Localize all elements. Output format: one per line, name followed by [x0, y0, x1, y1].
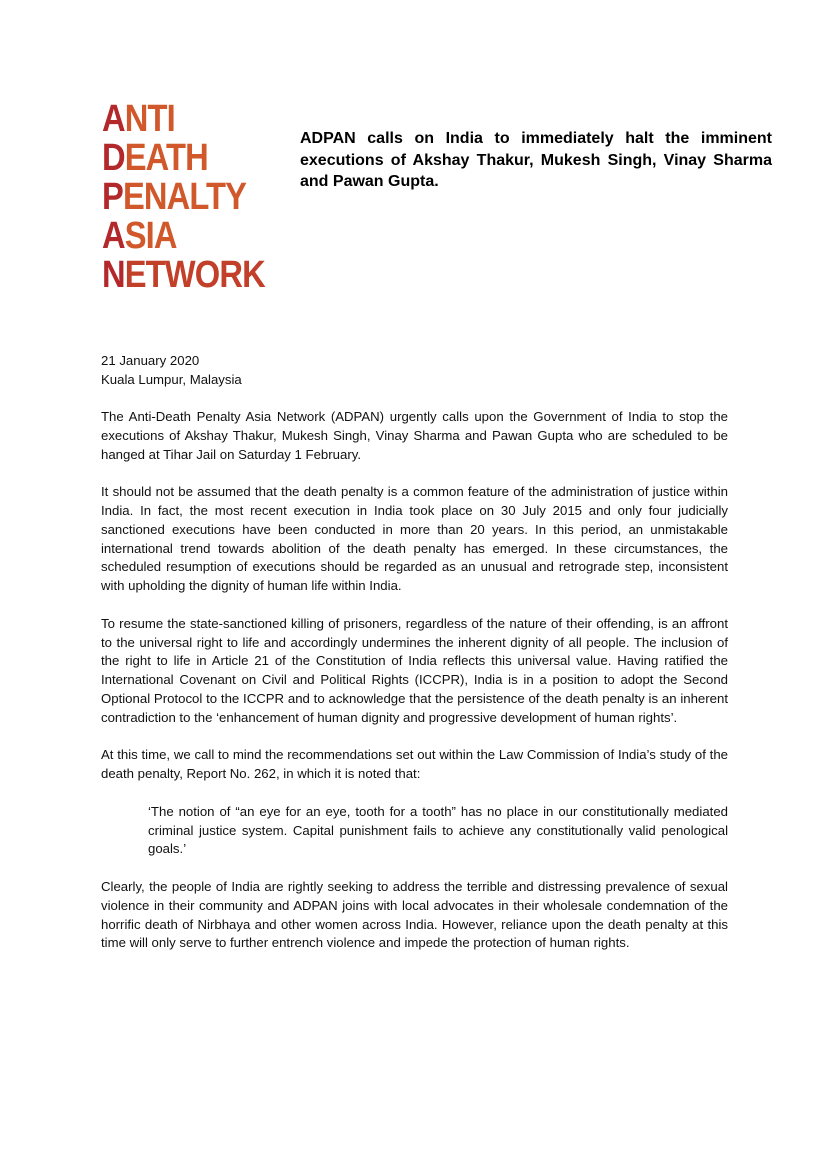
- release-date: 21 January 2020: [101, 353, 200, 368]
- paragraph-context: It should not be assumed that the death penalty is a common feature of the administration of justice within India. In fact, the most recent execution in India took place on 30 July 2015 and only four judicially sanctioned executions have been conducted in more than 20 years. In this period, an unmistakable international trend towards abolition of the death penalty has emerged. In these circumstances, the scheduled resumption of executions should be regarded as an unusual and retrograde step, inconsistent with upholding the dignity of human life within India.: [101, 484, 728, 594]
- release-location: Kuala Lumpur, Malaysia: [101, 371, 242, 387]
- block-quote: ‘The notion of “an eye for an eye, tooth for a tooth” has no place in our constitutionally mediated criminal justice system. Capital punishment fails to achieve any constitutionally valid penological goals.’: [148, 803, 728, 857]
- paragraph-law-commission: At this time, we call to mind the recommendations set out within the Law Commission of India’s study of the death penalty, Report No. 262, in which it is noted that:: [101, 747, 728, 782]
- dateline: [101, 352, 242, 390]
- logo-line-network: NETWORK: [102, 254, 265, 296]
- logo-line-penalty: PENALTY: [102, 176, 247, 218]
- body-text: [101, 408, 728, 972]
- press-release-headline: ADPAN calls on India to immediately halt the imminent executions of Akshay Thakur, Mukesh Singh, Vinay Sharma and Pawan Gupta.: [300, 130, 772, 190]
- logo-line-asia: ASIA: [102, 215, 177, 257]
- logo-line-anti: ANTI: [102, 98, 175, 140]
- logo-line-death: DEATH: [102, 137, 208, 179]
- paragraph-intro: The Anti-Death Penalty Asia Network (ADPAN) urgently calls upon the Government of India to stop the executions of Akshay Thakur, Mukesh Singh, Vinay Sharma and Pawan Gupta who are scheduled to be hanged at Tihar Jail on Saturday 1 February.: [101, 409, 728, 462]
- adpan-logo: [102, 98, 265, 296]
- paragraph-right-to-life: To resume the state-sanctioned killing of prisoners, regardless of the nature of their offending, is an affront to the universal right to life and accordingly undermines the inherent dignity of all people. The inclusion of the right to life in Article 21 of the Constitution of India reflects this universal value. Having ratified the International Covenant on Civil and Political Rights (ICCPR), India is in a position to adopt the Second Optional Protocol to the ICCPR and to acknowledge that the persistence of the death penalty is an inherent contradiction to the ‘enhancement of human dignity and progressive development of human rights’.: [101, 615, 728, 725]
- paragraph-conclusion: Clearly, the people of India are rightly seeking to address the terrible and distressing prevalence of sexual violence in their community and ADPAN joins with local advocates in their wholesale condemnation of the horrific death of Nirbhaya and other women across India. However, reliance upon the death penalty at this time will only serve to further entrench violence and impede the protection of human rights.: [101, 878, 728, 951]
